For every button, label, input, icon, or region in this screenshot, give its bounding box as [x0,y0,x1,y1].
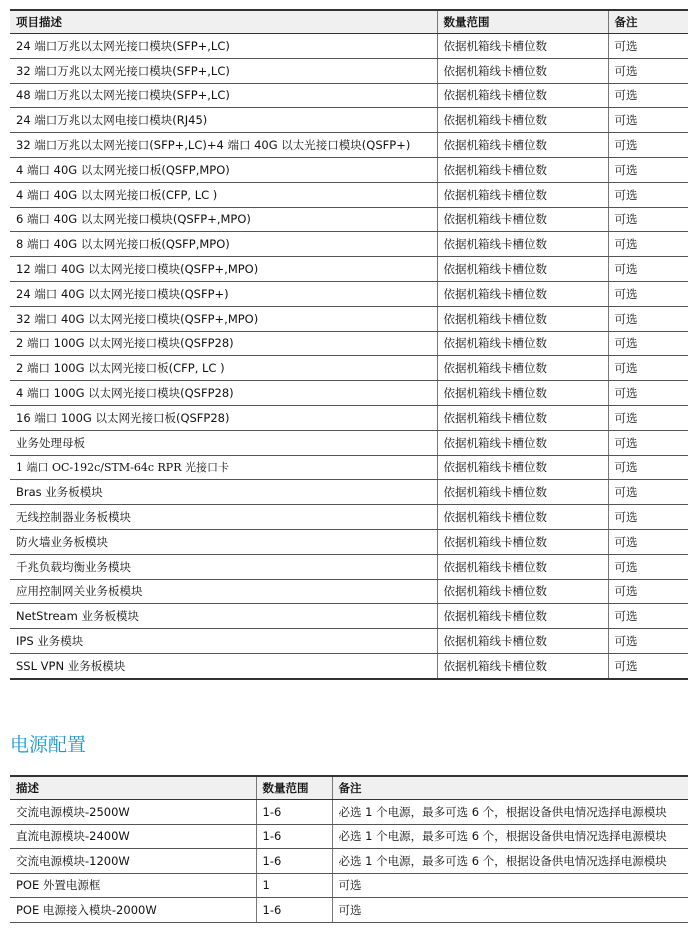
section-title-power: 电源配置 [10,734,87,756]
row-remark: 可选 [608,554,688,579]
table-row [10,207,688,232]
table-row [10,455,688,480]
row-quantity: 依据机箱线卡槽位数 [437,579,608,604]
row-remark: 可选 [608,629,688,654]
row-remark: 可选 [608,108,688,133]
row-description: 8 端口 40G 以太网光接口板(QSFP,MPO) [10,232,437,257]
row-description: 6 端口 40G 以太网光接口模块(QSFP+,MPO) [10,207,437,232]
row-remark: 可选 [608,381,688,406]
table-row [10,824,688,849]
header-remarks: 备注 [332,776,688,800]
row-quantity: 依据机箱线卡槽位数 [437,133,608,158]
row-description: IPS 业务模块 [10,629,437,654]
row-remark: 可选 [608,34,688,59]
power-config-table [10,775,688,923]
row-description: Bras 业务板模块 [10,480,437,505]
table-row [10,83,688,108]
row-description: 业务处理母板 [10,430,437,455]
row-quantity: 1-6 [256,898,332,923]
table-row [10,554,688,579]
table-row [10,34,688,59]
table-row [10,529,688,554]
row-remark: 可选 [608,430,688,455]
table-row [10,898,688,923]
row-quantity: 依据机箱线卡槽位数 [437,232,608,257]
header-quantity-range: 数量范围 [256,776,332,800]
row-quantity: 依据机箱线卡槽位数 [437,405,608,430]
row-description: 防火墙业务板模块 [10,529,437,554]
row-quantity: 依据机箱线卡槽位数 [437,629,608,654]
row-description: 48 端口万兆以太网光接口模块(SFP+,LC) [10,83,437,108]
row-quantity: 1 [256,873,332,898]
header-description: 描述 [10,776,256,800]
row-description: 交流电源模块-2500W [10,800,256,825]
row-remark: 可选 [608,505,688,530]
table-row [10,133,688,158]
table-row [10,157,688,182]
row-description: NetStream 业务板模块 [10,604,437,629]
table-row [10,579,688,604]
table-row [10,381,688,406]
row-quantity: 依据机箱线卡槽位数 [437,257,608,282]
row-quantity: 依据机箱线卡槽位数 [437,480,608,505]
row-quantity: 依据机箱线卡槽位数 [437,554,608,579]
line-card-modules-table [10,9,688,680]
table-row [10,653,688,678]
row-description: 32 端口万兆以太网光接口(SFP+,LC)+4 端口 40G 以太光接口模块(QSFP+) [10,133,437,158]
row-remark: 可选 [608,182,688,207]
row-quantity: 依据机箱线卡槽位数 [437,381,608,406]
header-remarks: 备注 [608,10,688,34]
row-description: 4 端口 100G 以太网光接口模块(QSFP28) [10,381,437,406]
row-remark: 必选 1 个电源，最多可选 6 个，根据设备供电情况选择电源模块 [332,849,688,874]
row-quantity: 依据机箱线卡槽位数 [437,505,608,530]
row-description: 1 端口 OC-192c/STM-64c RPR 光接口卡 [10,455,437,480]
row-description: 千兆负载均衡业务模块 [10,554,437,579]
row-remark: 可选 [608,579,688,604]
row-remark: 可选 [608,83,688,108]
header-description: 项目描述 [10,10,437,34]
row-description: 16 端口 100G 以太网光接口板(QSFP28) [10,405,437,430]
row-description: POE 外置电源框 [10,873,256,898]
row-quantity: 依据机箱线卡槽位数 [437,182,608,207]
table-row [10,306,688,331]
table-row [10,629,688,654]
row-quantity: 1-6 [256,800,332,825]
row-remark: 可选 [608,207,688,232]
table-row [10,405,688,430]
table-row [10,58,688,83]
row-quantity: 依据机箱线卡槽位数 [437,455,608,480]
row-quantity: 1-6 [256,824,332,849]
row-quantity: 依据机箱线卡槽位数 [437,529,608,554]
row-quantity: 依据机箱线卡槽位数 [437,58,608,83]
table-row [10,257,688,282]
table-row [10,356,688,381]
row-remark: 可选 [608,306,688,331]
row-description: SSL VPN 业务板模块 [10,653,437,678]
row-remark: 可选 [608,232,688,257]
table-row [10,232,688,257]
row-description: 24 端口 40G 以太网光接口模块(QSFP+) [10,281,437,306]
header-quantity-range: 数量范围 [437,10,608,34]
row-quantity: 依据机箱线卡槽位数 [437,356,608,381]
row-remark: 可选 [332,873,688,898]
row-remark: 可选 [608,133,688,158]
row-description: 交流电源模块-1200W [10,849,256,874]
table-row [10,505,688,530]
row-remark: 可选 [608,331,688,356]
table-row [10,182,688,207]
row-description: 12 端口 40G 以太网光接口模块(QSFP+,MPO) [10,257,437,282]
row-remark: 可选 [332,898,688,923]
table-header-row [10,776,688,800]
row-remark: 可选 [608,604,688,629]
table-row [10,108,688,133]
table-row [10,800,688,825]
row-description: 32 端口 40G 以太网光接口模块(QSFP+,MPO) [10,306,437,331]
row-quantity: 依据机箱线卡槽位数 [437,157,608,182]
row-remark: 必选 1 个电源，最多可选 6 个，根据设备供电情况选择电源模块 [332,800,688,825]
row-remark: 可选 [608,653,688,678]
row-quantity: 依据机箱线卡槽位数 [437,653,608,678]
row-remark: 可选 [608,405,688,430]
row-quantity: 依据机箱线卡槽位数 [437,331,608,356]
row-description: 4 端口 40G 以太网光接口板(QSFP,MPO) [10,157,437,182]
row-quantity: 依据机箱线卡槽位数 [437,430,608,455]
row-description: POE 电源接入模块-2000W [10,898,256,923]
table-row [10,430,688,455]
row-quantity: 依据机箱线卡槽位数 [437,281,608,306]
row-remark: 必选 1 个电源，最多可选 6 个，根据设备供电情况选择电源模块 [332,824,688,849]
table-header-row [10,10,688,34]
row-quantity: 依据机箱线卡槽位数 [437,306,608,331]
row-remark: 可选 [608,480,688,505]
row-remark: 可选 [608,281,688,306]
row-description: 2 端口 100G 以太网光接口模块(QSFP28) [10,331,437,356]
row-description: 应用控制网关业务板模块 [10,579,437,604]
table-row [10,849,688,874]
row-quantity: 1-6 [256,849,332,874]
row-quantity: 依据机箱线卡槽位数 [437,83,608,108]
table-row [10,480,688,505]
row-description: 32 端口万兆以太网光接口模块(SFP+,LC) [10,58,437,83]
row-description: 直流电源模块-2400W [10,824,256,849]
row-remark: 可选 [608,58,688,83]
row-remark: 可选 [608,529,688,554]
row-quantity: 依据机箱线卡槽位数 [437,108,608,133]
row-description: 4 端口 40G 以太网光接口板(CFP, LC ) [10,182,437,207]
row-description: 无线控制器业务板模块 [10,505,437,530]
row-quantity: 依据机箱线卡槽位数 [437,604,608,629]
row-remark: 可选 [608,257,688,282]
row-description: 24 端口万兆以太网电接口模块(RJ45) [10,108,437,133]
row-remark: 可选 [608,157,688,182]
table-row [10,281,688,306]
table-row [10,604,688,629]
table-row [10,331,688,356]
row-remark: 可选 [608,356,688,381]
row-quantity: 依据机箱线卡槽位数 [437,34,608,59]
row-quantity: 依据机箱线卡槽位数 [437,207,608,232]
row-description: 2 端口 100G 以太网光接口板(CFP, LC ) [10,356,437,381]
table-row [10,873,688,898]
row-remark: 可选 [608,455,688,480]
row-description: 24 端口万兆以太网光接口模块(SFP+,LC) [10,34,437,59]
